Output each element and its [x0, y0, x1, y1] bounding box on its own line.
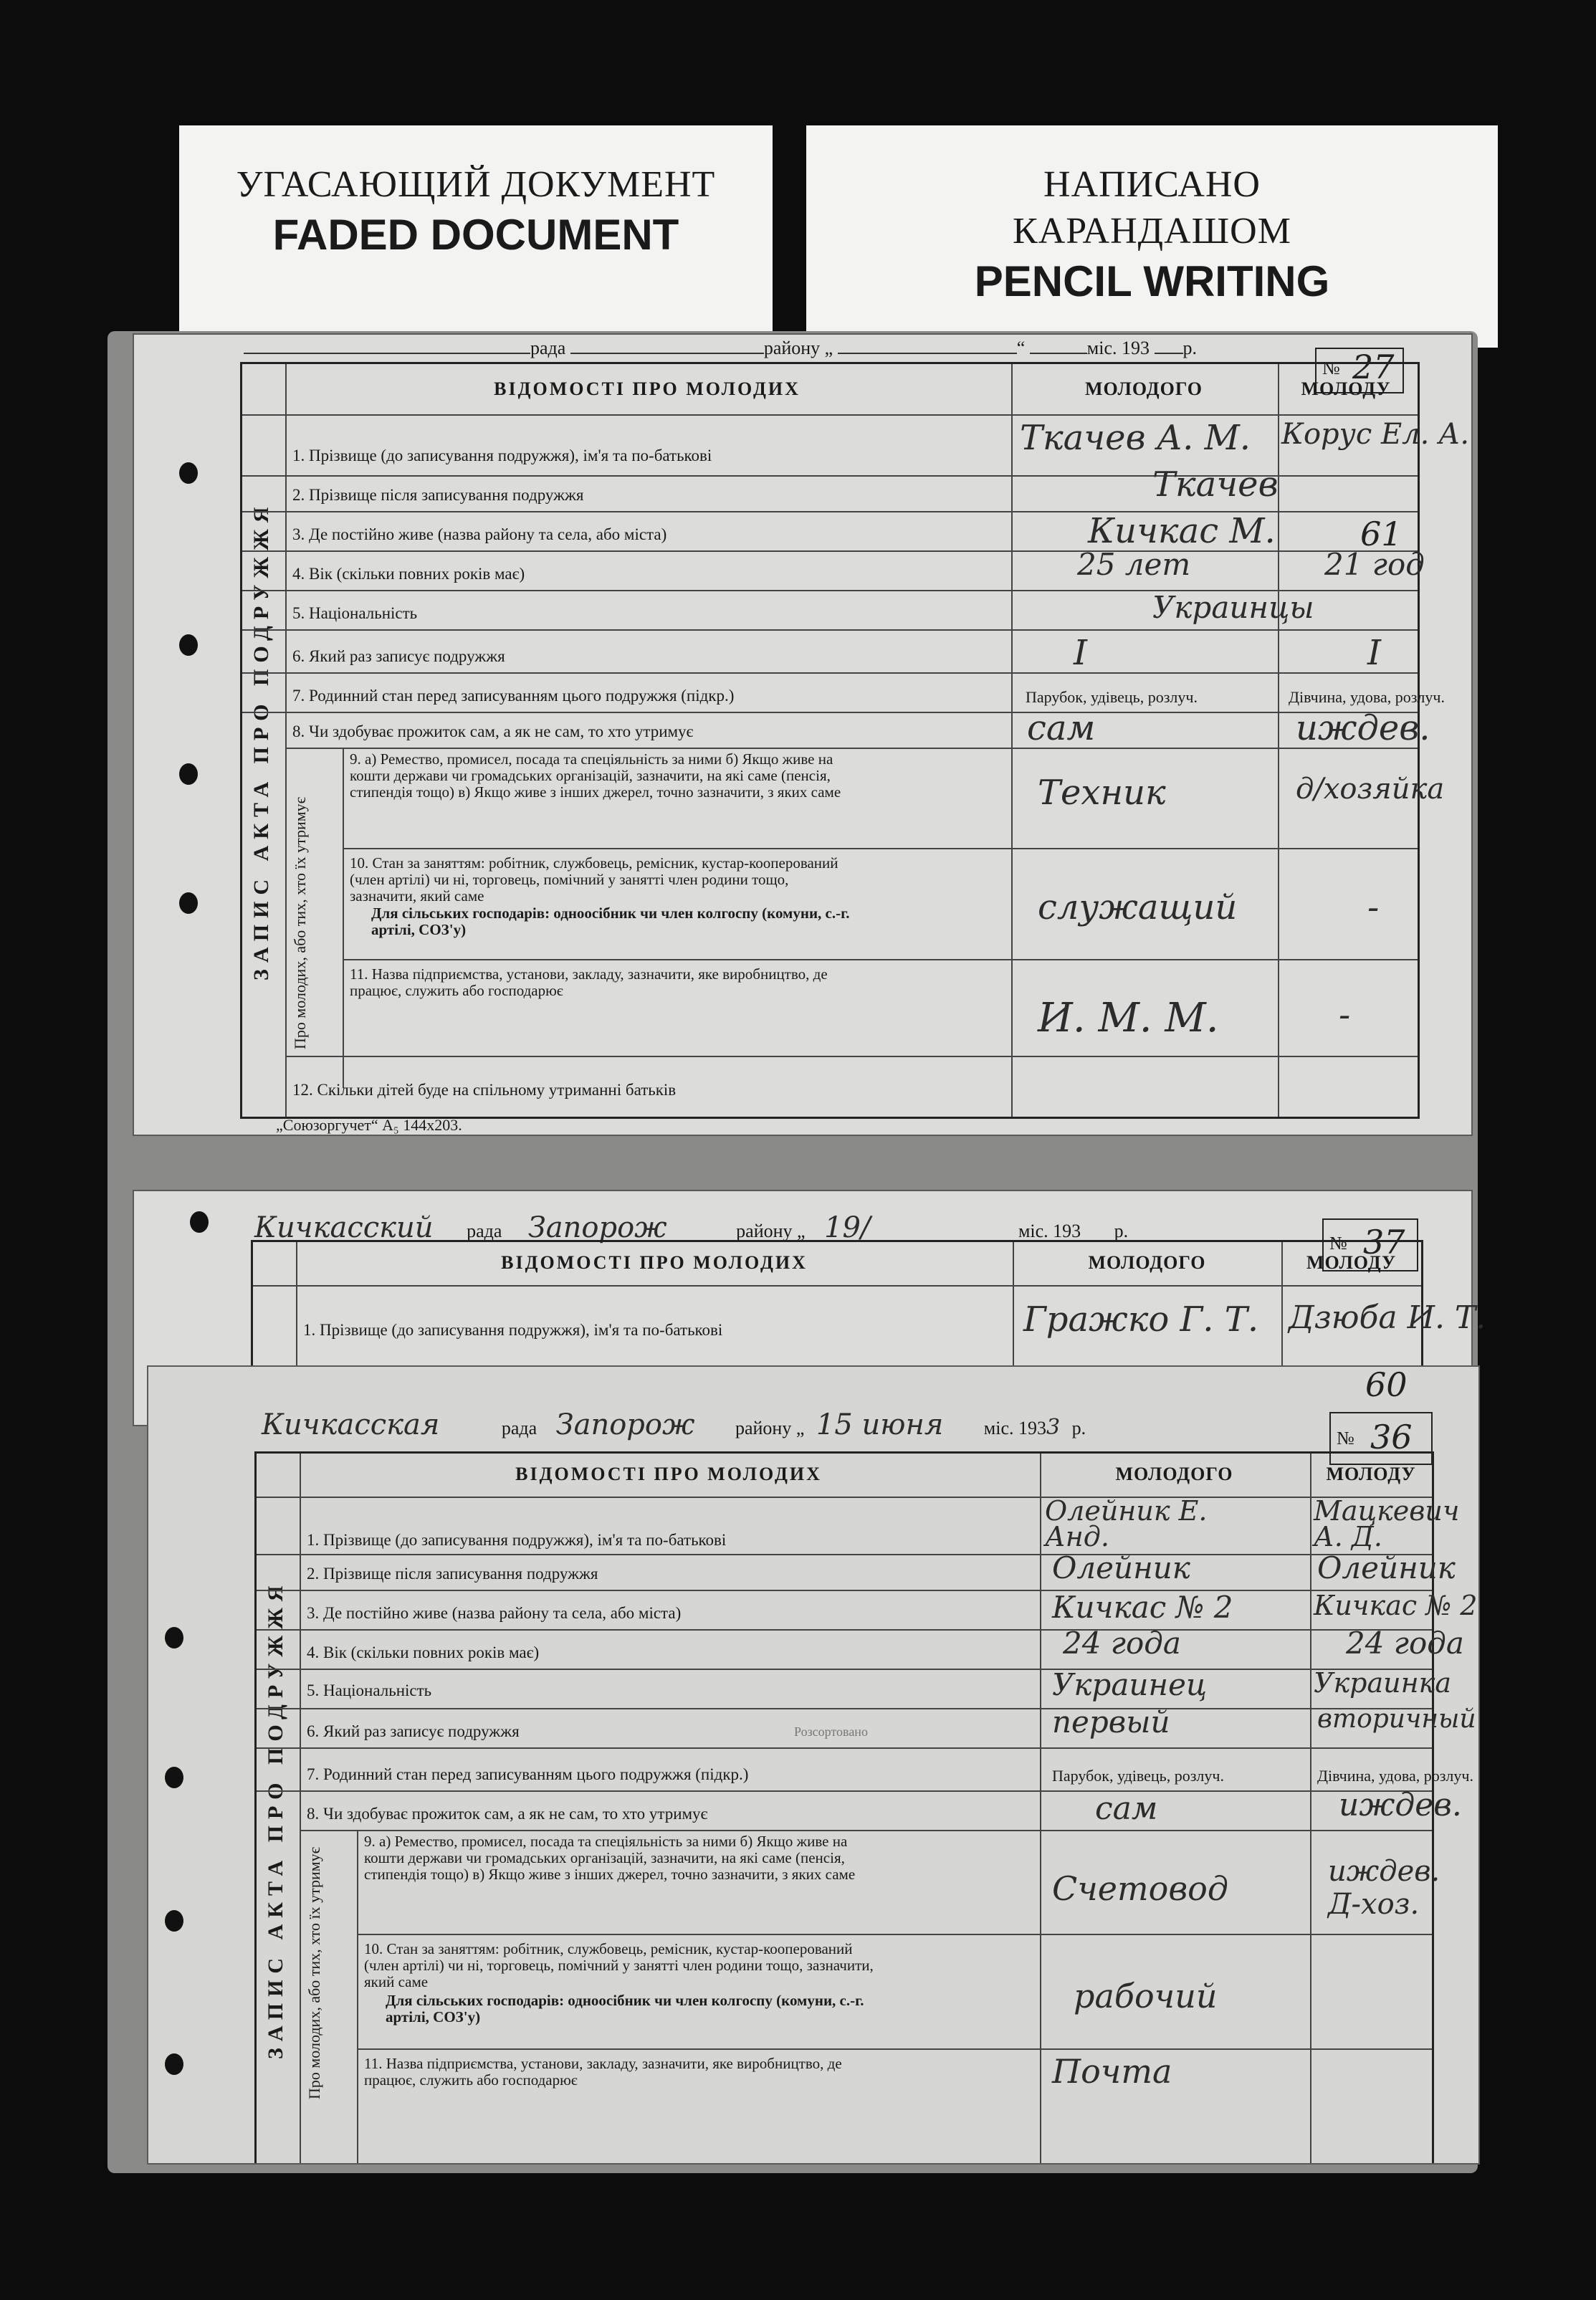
q2-b: 2. Прізвище після записування подружжя	[307, 1565, 598, 1583]
row-q4-b	[257, 1629, 1432, 1631]
binder-hole	[165, 1910, 183, 1932]
col-bride: МОЛОДУ	[1301, 378, 1391, 399]
faded-label-en: FADED DOCUMENT	[272, 211, 679, 259]
pre7-bride: Дівчина, удова, розлуч.	[1289, 688, 1445, 706]
hw-groom-q2-b: Олейник	[1052, 1550, 1190, 1585]
form-header-bottom: Кичкасская рада Запорож району „ 15 июня міс. 1933 р.	[262, 1408, 1086, 1441]
col-info-bottom: ВІДОМОСТІ ПРО МОЛОДИХ	[515, 1464, 822, 1484]
page-number-top: 61	[1360, 515, 1403, 553]
q11-b: 11. Назва підприємства, установи, закладу, зазначити, яке виробництво, де працює, служить або господарює	[364, 2055, 842, 2089]
q8-b: 8. Чи здобуває прожиток сам, а як не сам, то хто утримує	[307, 1805, 708, 1823]
q8: 8. Чи здобуває прожиток сам, а як не сам, то хто утримує	[292, 722, 694, 740]
pre7-groom: Парубок, удівець, розлуч.	[1026, 688, 1198, 706]
row-q11	[343, 959, 1418, 960]
row-q3-b	[257, 1590, 1432, 1591]
hw-bride-q2-b: Олейник	[1317, 1550, 1456, 1585]
q9-b: 9. а) Ремество, промисел, посада та спеціяльність за ними б) Якщо живе на кошти держави чи громадських організацій, зазначити, на які саме (пенсія, стипендія тощо) в) Якщо живе з інших джерел, точно зазначити, з яких саме	[364, 1833, 856, 1883]
divider	[300, 1454, 301, 2163]
hw-groom-q10: служащий	[1038, 887, 1238, 927]
row-q10	[343, 848, 1418, 849]
hw-groom-q3-b: Кичкас № 2	[1052, 1590, 1233, 1625]
col-info: ВІДОМОСТІ ПРО МОЛОДИХ	[494, 378, 801, 399]
col-groom-bottom: МОЛОДОГО	[1115, 1464, 1233, 1484]
hw-groom-q4: 25 лет	[1077, 547, 1191, 582]
hw-bride-q4: 21 год	[1324, 547, 1425, 582]
col-bride-mid: МОЛОДУ	[1306, 1252, 1397, 1273]
row-q6	[242, 629, 1418, 631]
row-q5-b	[257, 1669, 1432, 1670]
q3-b: 3. Де постійно живе (назва району та села, або міста)	[307, 1604, 682, 1622]
pencil-writing-card	[806, 125, 1498, 348]
q6: 6. Який раз записує подружжя	[292, 647, 505, 665]
row-q1	[242, 414, 1418, 416]
record-number-mid: 37	[1363, 1223, 1405, 1261]
q11: 11. Назва підприємства, установи, закладу, зазначити, яке виробництво, де працює, служить або господарює	[350, 965, 828, 999]
col-info-mid: ВІДОМОСТІ ПРО МОЛОДИХ	[501, 1252, 808, 1273]
q1-b: 1. Прізвище (до записування подружжя), ім'я та по-батькові	[307, 1531, 727, 1549]
hw-bride-q9: д/хозяйка	[1296, 773, 1445, 806]
hw-bride-q3-b: Кичкас № 2	[1314, 1590, 1478, 1621]
hw-groom-q5: Украинцы	[1152, 590, 1314, 625]
q9: 9. а) Ремество, промисел, посада та спеціяльність за ними б) Якщо живе на кошти держави чи громадських організацій, зазначити, на які саме (пенсія, стипендія тощо) в) Якщо живе з інших джерел, точно зазначити, з яких саме	[350, 750, 841, 801]
side-subtitle-bottom: Про молодих, або тих, хто їх утримує	[305, 1846, 323, 2100]
hw-bride-q6: I	[1367, 633, 1381, 673]
hw-groom-q11: И. М. М.	[1038, 995, 1219, 1041]
side-subtitle: Про молодих, або тих, хто їх утримує	[291, 796, 309, 1050]
hw-groom-q3: Кичкас М.	[1088, 511, 1276, 551]
hw-bride-q1: Корус Ел. А.	[1281, 418, 1470, 451]
hw-groom-q6: I	[1074, 633, 1087, 673]
faded-label-ru: УГАСАЮЩИЙ ДОКУМЕНТ	[236, 164, 716, 205]
binder-hole	[165, 2053, 183, 2075]
q3: 3. Де постійно живе (назва району та села, або міста)	[292, 525, 667, 543]
side-title-bottom: ЗАПИС АКТА ПРО ПОДРУЖЖЯ	[264, 1579, 287, 2059]
hw-bride-q9-b: иждев. Д-хоз.	[1328, 1855, 1440, 1921]
hw-bride-q4-b: 24 года	[1346, 1626, 1464, 1661]
side-title: ЗАПИС АКТА ПРО ПОДРУЖЖЯ	[249, 500, 273, 980]
hw-bride-q8-b: иждев.	[1339, 1787, 1462, 1823]
divider	[285, 364, 287, 1117]
marriage-table-bottom	[254, 1451, 1478, 2163]
row-q9	[285, 748, 1418, 749]
printer-imprint-top: „Союзоргучет“ А₅ 144х203.	[276, 1116, 462, 1134]
q10b-b: Для сільських господарів: одноосібник чи член колгоспу (комуни, с.-г. артілі, СОЗ'у)	[386, 1992, 864, 2025]
form-number-box-bottom: № 36	[1329, 1412, 1433, 1465]
divider	[1310, 1454, 1311, 2163]
pencil-label-ru1: НАПИСАНО	[1043, 164, 1261, 205]
marriage-table-top	[240, 362, 1470, 1119]
hw-groom-q10-b: рабочий	[1074, 1977, 1218, 2015]
record-number: 27	[1352, 348, 1395, 386]
hw-groom-q11-b: Почта	[1052, 2052, 1172, 2091]
pencil-label-ru2: КАРАНДАШОМ	[1013, 211, 1291, 252]
q1-mid: 1. Прізвище (до записування подружжя), ім'я та по-батькові	[303, 1321, 723, 1339]
q5-b: 5. Національність	[307, 1681, 432, 1699]
hw-groom-q5-b: Украинец	[1052, 1667, 1208, 1702]
row-q12	[285, 1056, 1418, 1057]
record-number-bottom: 36	[1370, 1418, 1413, 1456]
row-q2-b	[257, 1554, 1432, 1555]
hw-groom-q1: Ткачев А. М.	[1020, 418, 1251, 458]
q10b: Для сільських господарів: одноосібник чи член колгоспу (комуни, с.-г. артілі, СОЗ'у)	[371, 905, 850, 938]
form-number-box-mid: № 37	[1322, 1218, 1418, 1271]
q5: 5. Національність	[292, 604, 418, 622]
binder-hole	[190, 1211, 209, 1233]
q4: 4. Вік (скільки повних років має)	[292, 565, 525, 583]
row-q9-b	[300, 1830, 1432, 1831]
binder-hole	[179, 462, 198, 484]
hw-groom-q1-b: Олейник Е. Анд.	[1045, 1495, 1208, 1552]
binder-hole	[165, 1627, 183, 1648]
faded-document-card	[179, 125, 773, 333]
hw-bride-q5-b: Украинка	[1314, 1667, 1451, 1699]
divider	[1040, 1454, 1041, 2163]
binder-hole	[165, 1767, 183, 1788]
row-q7-b	[257, 1747, 1432, 1749]
binder-hole	[179, 763, 198, 785]
col-groom-mid: МОЛОДОГО	[1088, 1252, 1206, 1273]
divider	[357, 1830, 358, 2163]
hw-groom-q4-b: 24 года	[1063, 1626, 1181, 1661]
form-number-box: № 27	[1315, 348, 1404, 393]
pre7-bride-b: Дівчина, удова, розлуч.	[1317, 1767, 1473, 1785]
hw-groom-q9-b: Счетовод	[1052, 1869, 1228, 1908]
q7-b: 7. Родинний стан перед записуванням цього подружжя (підкр.)	[307, 1765, 749, 1783]
q7: 7. Родинний стан перед записуванням цього подружжя (підкр.)	[292, 687, 735, 705]
q10-b: 10. Стан за заняттям: робітник, службовець, ремісник, кустар-кооперований (член артілі) чи ні, торговець, помічний у занятті член родини тощо, зазначити, який саме	[364, 1940, 874, 1990]
form-header: рада району „ “ міс. 193 р.	[244, 338, 1197, 359]
page-number-bottom: 60	[1365, 1365, 1408, 1404]
pre7-groom-b: Парубок, удівець, розлуч.	[1052, 1767, 1224, 1785]
q1: 1. Прізвище (до записування подружжя), ім'я та по-батькові	[292, 447, 712, 464]
hw-groom-q1-mid: Гражко Г. Т.	[1023, 1299, 1259, 1340]
row-q11-b	[357, 2048, 1432, 2050]
q12: 12. Скільки дітей буде на спільному утриманні батьків	[292, 1081, 677, 1099]
hw-groom-q6-b: первый	[1052, 1704, 1170, 1740]
form-header-mid: Кичкасский рада Запорож району „ 19/ міс. 193 р.	[254, 1211, 1129, 1244]
col-bride-bottom: МОЛОДУ	[1326, 1464, 1416, 1484]
q10: 10. Стан за заняттям: робітник, службовець, ремісник, кустар-кооперований (член артілі) чи ні, торговець, помічний у занятті член родини тощо, зазначити, який саме	[350, 854, 838, 905]
form-sheet-top	[133, 333, 1473, 1136]
divider	[343, 748, 344, 1088]
q4-b: 4. Вік (скільки повних років має)	[307, 1643, 540, 1661]
form-sheet-bottom	[147, 1365, 1480, 2165]
row-q10-b	[357, 1934, 1432, 1935]
hw-groom-q8: сам	[1027, 708, 1096, 748]
row-q8	[242, 712, 1418, 713]
hw-groom-q8-b: сам	[1095, 1790, 1158, 1827]
divider	[1011, 364, 1013, 1117]
binder-hole	[179, 634, 198, 656]
hw-bride-q10: -	[1367, 887, 1380, 927]
hw-bride-q1-mid: Дзюба И. Т.	[1289, 1299, 1486, 1336]
pencil-label-en: PENCIL WRITING	[974, 257, 1330, 305]
hw-bride-q8: иждев.	[1296, 708, 1430, 748]
hw-bride-q6-b: вторичный	[1317, 1704, 1476, 1734]
row-q1-mid	[253, 1285, 1421, 1287]
hw-groom-q2: Ткачев	[1152, 464, 1279, 505]
row-q8-b	[257, 1790, 1432, 1792]
hw-bride-q11: -	[1339, 995, 1351, 1035]
q2: 2. Прізвище після записування подружжя	[292, 486, 584, 504]
q6-b: 6. Який раз записує подружжя	[307, 1722, 520, 1740]
row-q6-b	[257, 1708, 1432, 1709]
hw-bride-q1-b: Мацкевич А. Д.	[1314, 1495, 1460, 1552]
stamp-sorted: Розсортовано	[794, 1724, 868, 1739]
col-groom: МОЛОДОГО	[1085, 378, 1203, 399]
binder-hole	[179, 892, 198, 914]
hw-groom-q9: Техник	[1038, 773, 1166, 813]
row-q7	[242, 672, 1418, 674]
